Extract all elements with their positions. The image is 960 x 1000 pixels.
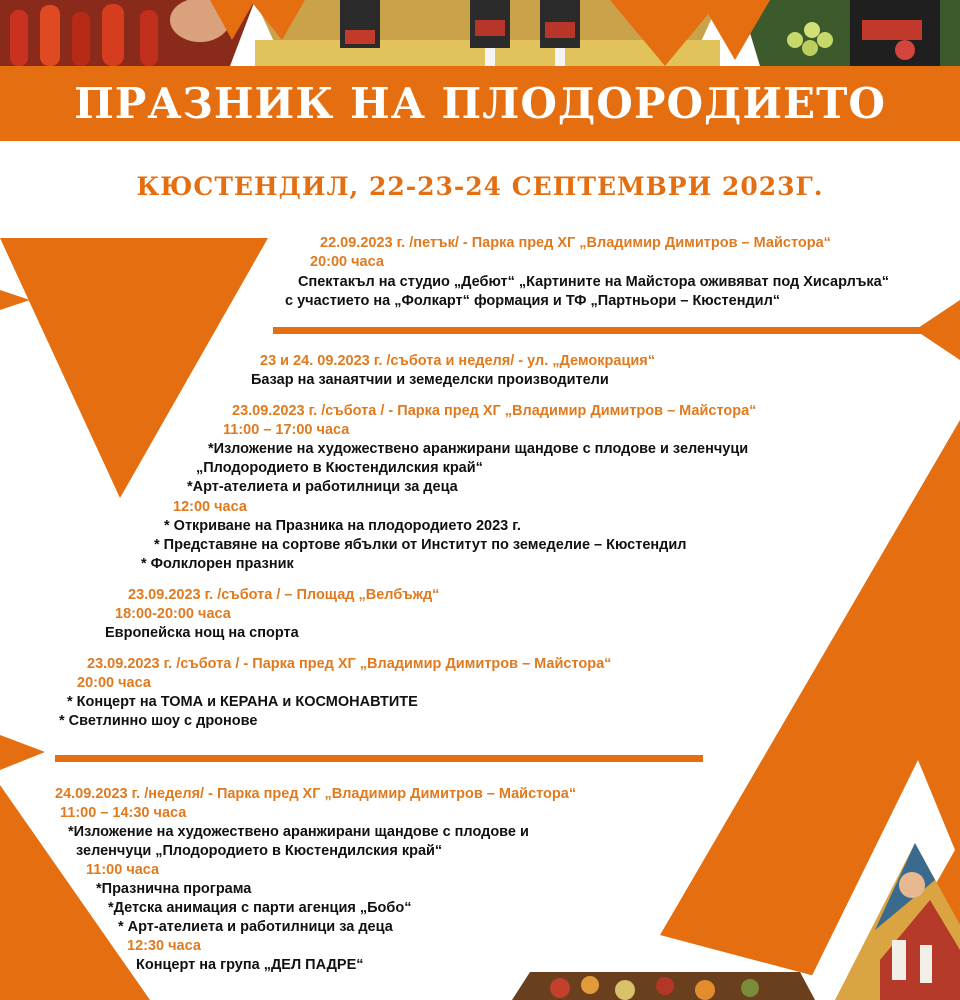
event-text: * Откриване на Празника на плодородието 2023 г. — [164, 518, 521, 534]
event-text: * Представяне на сортове ябълки от Институт по земеделие – Кюстендил — [154, 537, 687, 553]
divider-line — [273, 327, 923, 334]
event-date: 23 и 24. 09.2023 г. /събота и неделя/ - ул. „Демокрация“ — [260, 353, 655, 369]
event-text: Базар на занаятчии и земеделски производители — [251, 372, 609, 388]
event-text: Концерт на група „ДЕЛ ПАДРЕ“ — [136, 957, 364, 973]
event-text: *Арт-ателиета и работилници за деца — [187, 479, 458, 495]
event-text: *Детска анимация с парти агенция „Бобо“ — [108, 900, 412, 916]
event-time: 11:00 – 17:00 часа — [223, 422, 350, 438]
event-text: *Празнична програма — [96, 881, 252, 897]
event-time: 20:00 часа — [77, 675, 151, 691]
title-bar — [0, 66, 960, 141]
divider-line — [55, 755, 703, 762]
event-text: * Фолклорен празник — [141, 556, 294, 572]
event-time: 20:00 часа — [310, 254, 384, 270]
event-text: * Концерт на ТОМА и КЕРАНА и КОСМОНАВТИТЕ — [67, 694, 418, 710]
event-time: 11:00 часа — [86, 862, 160, 878]
page-title: ПРАЗНИК НА ПЛОДОРОДИЕТО — [74, 79, 886, 128]
event-text: * Светлинно шоу с дронове — [59, 713, 258, 729]
event-date: 22.09.2023 г. /петък/ - Парка пред ХГ „Владимир Димитров – Майстора“ — [320, 235, 831, 251]
event-text: *Изложение на художествено аранжирани щандове с плодове и — [68, 824, 529, 840]
event-text: * Арт-ателиета и работилници за деца — [118, 919, 393, 935]
event-text: *Изложение на художествено аранжирани щандове с плодове и зеленчуци — [208, 441, 749, 457]
event-text: зеленчуци „Плодородието в Кюстендилския край“ — [76, 843, 443, 859]
left-lower-shape — [0, 735, 45, 770]
event-date: 24.09.2023 г. /неделя/ - Парка пред ХГ „Владимир Димитров – Майстора“ — [55, 786, 577, 802]
event-time: 11:00 – 14:30 часа — [60, 805, 187, 821]
event-time: 12:30 часа — [127, 938, 201, 954]
event-text: с участието на „Фолкарт“ формация и ТФ „Партньори – Кюстендил“ — [285, 293, 781, 309]
produce-image — [512, 972, 815, 1000]
event-date: 23.09.2023 г. /събота / - Парка пред ХГ „Владимир Димитров – Майстора“ — [87, 656, 612, 672]
event-time: 12:00 часа — [173, 499, 247, 515]
event-text: Европейска нощ на спорта — [105, 625, 299, 641]
event-time: 18:00-20:00 часа — [115, 606, 231, 622]
header-photo-strip — [0, 0, 960, 66]
event-date: 23.09.2023 г. /събота / – Площад „Велбъжд“ — [128, 587, 440, 603]
grapes-photo — [740, 0, 960, 66]
event-text: Спектакъл на студио „Дебют“ „Картините на Майстора оживяват под Хисарлъка“ — [298, 274, 889, 290]
event-date: 23.09.2023 г. /събота / - Парка пред ХГ „Владимир Димитров – Майстора“ — [232, 403, 757, 419]
event-text: „Плодородието в Кюстендилския край“ — [196, 460, 483, 476]
page-subtitle: КЮСТЕНДИЛ, 22-23-24 СЕПТЕМВРИ 2023Г. — [136, 172, 824, 201]
